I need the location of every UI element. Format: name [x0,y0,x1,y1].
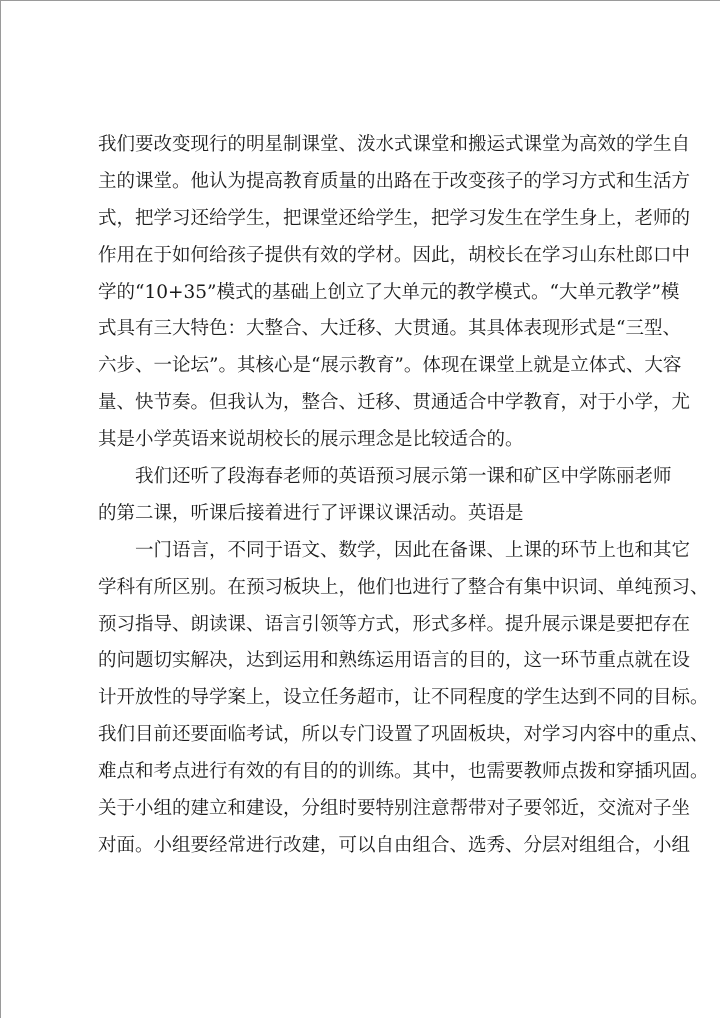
text-line: 式，把学习还给学生，把课堂还给学生，把学习发生在学生身上，老师的 [98,207,691,229]
document-body [98,127,709,865]
text-line: 对面。小组要经常进行改建，可以自由组合、选秀、分层对组组合，小组 [98,834,691,856]
text-line: 作用在于如何给孩子提供有效的学材。因此，胡校长在学习山东杜郎口中 [98,244,691,266]
text-line: 学的“10+35”模式的基础上创立了大单元的教学模式。“大单元教学”模 [98,281,680,303]
text-line: 预习指导、朗读课、语言引领等方式，形式多样。提升展示课是要把存在 [98,613,691,635]
text-line: 我们要改变现行的明星制课堂、泼水式课堂和搬运式课堂为高效的学生自 [98,134,691,155]
text-line: 难点和考点进行有效的有目的的训练。其中，也需要教师点拨和穿插巩固。 [98,761,709,783]
text-line: 学科有所区别。在预习板块上，他们也进行了整合有集中识词、单纯预习、 [98,576,709,598]
paragraph-1 [98,127,691,459]
text-line: 六步、一论坛”。其核心是“展示教育”。体现在课堂上就是立体式、大容 [98,355,682,377]
text-line: 我们还听了段海春老师的英语预习展示第一课和矿区中学陈丽老师 [135,466,672,488]
text-line: 关于小组的建立和建设，分组时要特别注意帮带对子要邻近，交流对子坐 [98,798,691,820]
text-line: 计开放性的导学案上，设立任务超市，让不同程度的学生达到不同的目标。 [98,687,709,709]
text-line: 其是小学英语来说胡校长的展示理念是比较适合的。 [98,429,524,451]
text-line: 的问题切实解决，达到运用和熟练运用语言的目的，这一环节重点就在设 [98,650,691,672]
text-line: 我们目前还要面临考试，所以专门设置了巩固板块，对学习内容中的重点、 [98,724,709,746]
text-line: 主的课堂。他认为提高教育质量的出路在于改变孩子的学习方式和生活方 [98,170,691,192]
paragraph-2 [98,459,672,533]
text-line: 的第二课，听课后接着进行了评课议课活动。英语是 [98,502,524,524]
paragraph-3 [98,533,709,865]
text-line: 一门语言，不同于语文、数学，因此在备课、上课的环节上也和其它 [135,539,691,561]
text-line: 量、快节奏。但我认为，整合、迁移、贯通适合中学教育，对于小学，尤 [98,392,691,414]
text-line: 式具有三大特色：大整合、大迁移、大贯通。其具体表现形式是“三型、 [98,318,681,340]
